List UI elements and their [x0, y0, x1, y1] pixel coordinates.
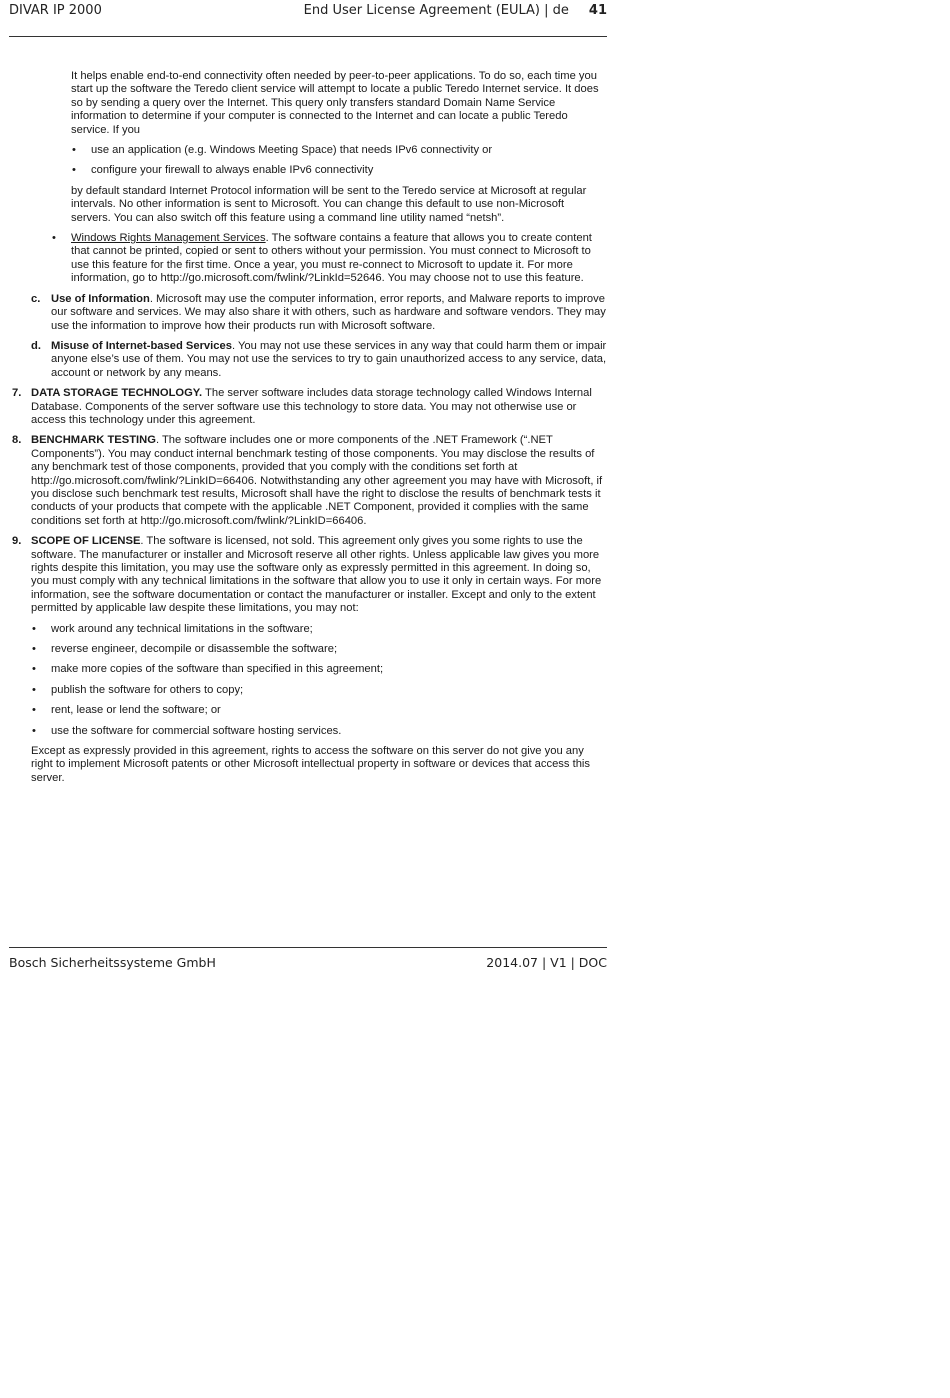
wrms-title: Windows Rights Management Services	[71, 232, 266, 245]
scope-bullet: • publish the software for others to copy;	[32, 683, 244, 696]
page-header	[9, 0, 607, 37]
header-right	[304, 3, 607, 18]
teredo-outro-paragraph: by default standard Internet Protocol information will be sent to the Teredo service at Microsoft at regular intervals. No other information is sent to Microsoft. You can change this default to use non-Microsoft servers. You can also switch off this feature using a command line utility named “netsh”.	[71, 184, 587, 224]
page-number: 41	[588, 3, 607, 18]
document-body	[9, 70, 607, 785]
item-c-label: c.	[31, 292, 41, 305]
section-7	[12, 387, 607, 427]
scope-bullet: • use the software for commercial software hosting services.	[32, 724, 342, 737]
teredo-bullet: • configure your firewall to always enable IPv6 connectivity	[72, 164, 374, 177]
bullet-icon: •	[32, 622, 36, 635]
scope-bullet: • rent, lease or lend the software; or	[32, 704, 221, 717]
section-8-label: 8.	[12, 434, 22, 447]
bullet-icon: •	[72, 164, 76, 177]
wrms-text: . The software contains a feature that allows you to create content that cannot be printed, copied or sent to others without your permission. You must connect to Microsoft to use this feature for the first time. Once a year, you must re-connect to Microsoft to update it. For more information, go to http://go.microsoft.com/fwlink/?LinkId=52646. You may choose not to use this feature.	[71, 232, 592, 285]
item-d-label: d.	[31, 339, 41, 352]
item-d-text: . You may not use these services in any way that could harm them or impair anyone else’s use of them. You may not use the services to try to gain unauthorized access to any service, data, account or network by any means.	[51, 339, 607, 379]
section-8-text: . The software includes one or more components of the .NET Framework (“.NET Components”). You may conduct internal benchmark testing of those components. You may disclose the results of any benchmark test of those components, provided that you comply with the conditions set forth at http://go.microsoft.com/fwlink/?LinkID=66406. Notwithstanding any other agreement you may have with Microsoft, if you disclose such benchmark test results, Microsoft shall have the right to disclose the results of benchmark tests it conducts of your products that compete with the applicable .NET Component, provided it complies with the same conditions set forth at http://go.microsoft.com/fwlink/?LinkID=66406.	[31, 434, 603, 527]
bullet-icon: •	[32, 724, 36, 737]
item-c-text: . Microsoft may use the computer information, error reports, and Malware reports to improve our software and services. We may also share it with others, such as hardware and software vendors. They may use the information to improve how their products run with Microsoft software.	[51, 292, 606, 332]
section-8-title: BENCHMARK TESTING	[31, 434, 156, 447]
teredo-intro-paragraph: It helps enable end-to-end connectivity often needed by peer-to-peer applications. To do so, each time you start up the software the Teredo client service will attempt to locate a public Teredo Internet service. It does so by sending a query over the Internet. This query only transfers standard Domain Name Service information to determine if your computer is connected to the Internet and can locate a public Teredo service. If you	[71, 70, 599, 136]
document-version: 2014.07 | V1 | DOC	[486, 955, 607, 970]
scope-bullet: • make more copies of the software than specified in this agreement;	[32, 663, 384, 676]
section-9-text: . The software is licensed, not sold. This agreement only gives you some rights to use the software. The manufacturer or installer and Microsoft reserve all other rights. Unless applicable law gives you more rights despite this limitation, you may use the software only as expressly permitted in this agreement. In doing so, you must comply with any technical limitations in the software that allow you to use it only in certain ways. For more information, see the software documentation or contact the manufacturer or installer. Except and only to the extent permitted by applicable law despite these limitations, you may not:	[31, 535, 602, 615]
section-8	[12, 434, 607, 528]
teredo-bullet: • use an application (e.g. Windows Meeting Space) that needs IPv6 connectivity or	[72, 144, 493, 157]
bullet-icon: •	[32, 683, 36, 696]
bullet-icon: •	[52, 232, 56, 245]
section-9	[12, 535, 607, 615]
bullet-icon: •	[32, 663, 36, 676]
bullet-icon: •	[32, 643, 36, 656]
item-c-title: Use of Information	[51, 292, 150, 305]
page-footer	[9, 947, 607, 970]
wrms-bullet	[52, 232, 607, 286]
item-d	[31, 339, 607, 380]
section-7-title: DATA STORAGE TECHNOLOGY.	[31, 387, 203, 400]
section-title: End User License Agreement (EULA) | de	[303, 3, 569, 18]
bullet-icon: •	[72, 144, 76, 157]
product-name: DIVAR IP 2000	[9, 3, 102, 18]
company-name: Bosch Sicherheitssysteme GmbH	[9, 955, 216, 970]
section-9-title: SCOPE OF LICENSE	[31, 535, 141, 548]
bullet-icon: •	[32, 704, 36, 717]
item-d-title: Misuse of Internet-based Services	[51, 339, 232, 352]
scope-bullet: • work around any technical limitations in the software;	[32, 622, 313, 635]
scope-bullet: • reverse engineer, decompile or disassemble the software;	[32, 643, 338, 656]
scope-outro-paragraph: Except as expressly provided in this agreement, rights to access the software on this server do not give you any right to implement Microsoft patents or other Microsoft intellectual property in software or devices that access this server.	[31, 745, 590, 784]
section-9-label: 9.	[12, 535, 22, 548]
section-7-label: 7.	[12, 387, 22, 400]
section-7-text: The server software includes data storage technology called Windows Internal Database. Components of the server software use this technology to store data. You may not otherwise use or access this technology under this agreement.	[31, 387, 592, 426]
item-c	[31, 292, 607, 333]
